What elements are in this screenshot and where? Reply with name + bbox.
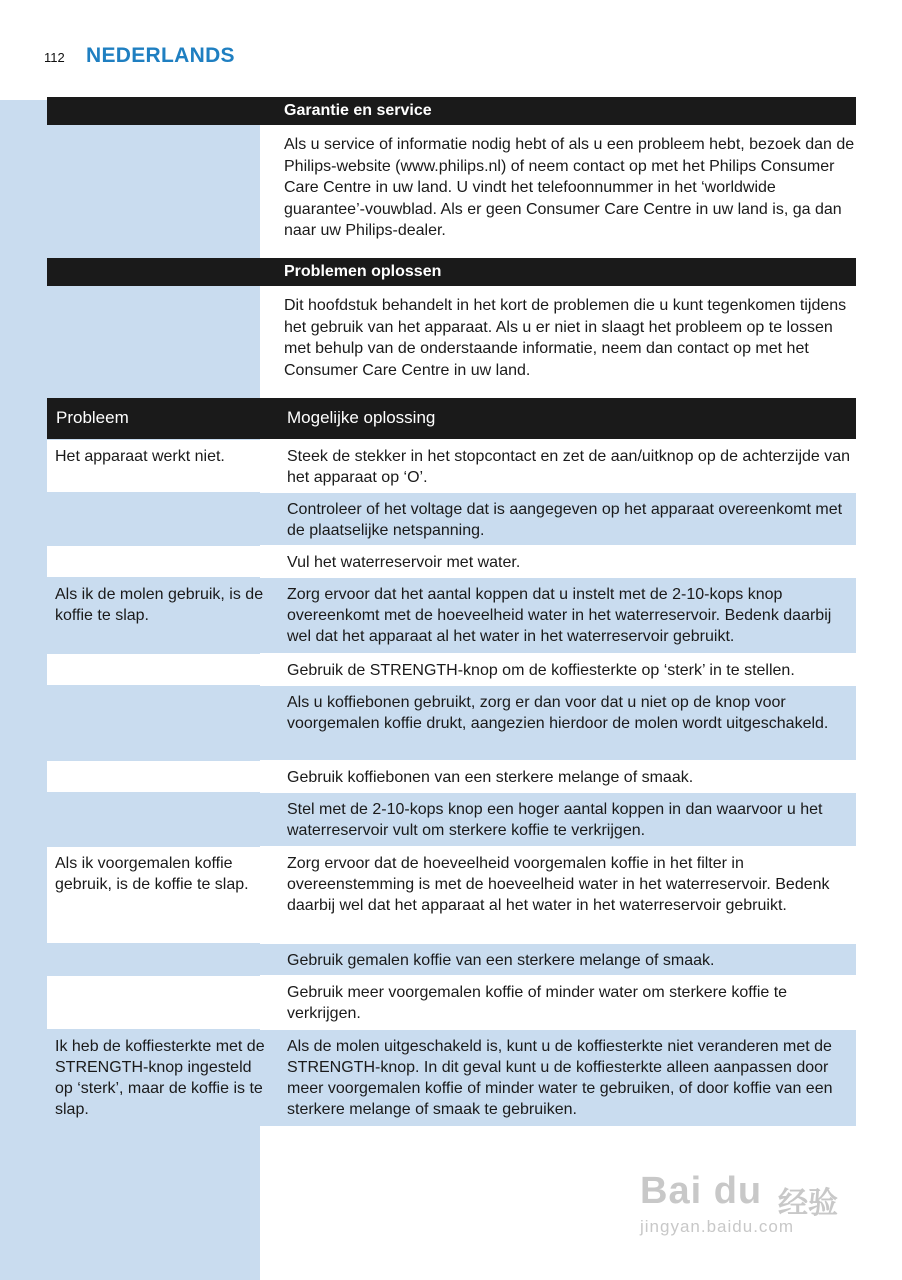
section-bar-garantie: [47, 97, 856, 125]
table-row: [47, 793, 856, 846]
table-header: [47, 398, 856, 439]
solution-cell: Gebruik meer voorgemalen koffie of minder water om sterkere koffie te verkrijgen.: [287, 984, 788, 1022]
solution-cell: Stel met de 2-10-kops knop een hoger aantal koppen in dan waarvoor u het waterreservoir vult om sterkere koffie te verkrijgen.: [287, 801, 823, 839]
table-row: [47, 493, 856, 545]
table-row: [47, 944, 856, 975]
solution-cell: Zorg ervoor dat het aantal koppen dat u instelt met de 2-10-kops knop overeenkomt met de hoeveelheid water in het waterreservoir. Bedenk daarbij wel dat het apparaat al het water in het waterreservoir gebruikt.: [287, 586, 832, 645]
table-row: [47, 546, 856, 577]
baidu-watermark: [640, 1150, 860, 1250]
table-row: [47, 847, 856, 943]
solution-cell: Als de molen uitgeschakeld is, kunt u de koffiesterkte niet veranderen met de STRENGTH-knop. In dit geval kunt u de koffiesterkte alleen aanpassen door meer voorgemalen koffie of minder water te gebruiken, of door koffie van een sterkere melange of smaak te gebruiken.: [287, 1038, 833, 1118]
solution-cell: Controleer of het voltage dat is aangegeven op het apparaat overeenkomt met de plaatselijke netspanning.: [287, 501, 843, 539]
table-row: [47, 578, 856, 653]
column-header-problem: Probleem: [56, 408, 129, 427]
solution-cell: Gebruik gemalen koffie van een sterkere melange of smaak.: [287, 952, 715, 969]
solution-cell: Als u koffiebonen gebruikt, zorg er dan voor dat u niet op de knop voor voorgemalen koffie drukt, aangezien hierdoor de molen wordt uitgeschakeld.: [287, 694, 829, 732]
solution-cell: Vul het waterreservoir met water.: [287, 554, 521, 571]
watermark-url: jingyan.baidu.com: [640, 1217, 795, 1236]
page-number: 112: [44, 50, 65, 65]
section-body-garantie: Als u service of informatie nodig hebt of als u een probleem hebt, bezoek dan de Philips-website (www.philips.nl) of neem contact op met het Philips Consumer Care Centre in uw land. U vindt het telefoonnummer in het ‘worldwide guarantee’-vouwblad. Als er geen Consumer Care Centre in uw land is, ga dan naar uw Philips-dealer.: [284, 136, 855, 239]
language-heading: NEDERLANDS: [86, 44, 235, 67]
watermark-logo: Bai du: [640, 1170, 763, 1212]
section-title: Garantie en service: [284, 102, 432, 119]
section-left-panel: [47, 286, 258, 398]
solution-cell: Zorg ervoor dat de hoeveelheid voorgemalen koffie in het filter in overeenstemming is met de hoeveelheid water in het waterreservoir. Bedenk daarbij wel dat het apparaat al het water in het waterreservoir gebruikt.: [287, 855, 830, 914]
column-header-solution: Mogelijke oplossing: [287, 408, 436, 427]
section-title: Problemen oplossen: [284, 263, 442, 280]
table-row: [47, 686, 856, 760]
solution-cell: Gebruik de STRENGTH-knop om de koffiesterkte op ‘sterk’ in te stellen.: [287, 662, 795, 679]
problem-cell: Ik heb de koffiesterkte met de STRENGTH-knop ingesteld op ‘sterk’, maar de koffie is te slap.: [55, 1038, 265, 1118]
problem-cell: Als ik voorgemalen koffie gebruik, is de koffie te slap.: [55, 855, 249, 893]
table-row: [47, 761, 856, 792]
table-row: [47, 654, 856, 685]
section-bar-problemen: [47, 258, 856, 286]
solution-cell: Steek de stekker in het stopcontact en zet de aan/uitknop op de achterzijde van het apparaat op ‘O’.: [287, 448, 851, 486]
problem-cell: Als ik de molen gebruik, is de koffie te slap.: [55, 586, 264, 624]
solution-cell: Gebruik koffiebonen van een sterkere melange of smaak.: [287, 769, 694, 786]
table-row: [47, 976, 856, 1029]
problem-cell: Het apparaat werkt niet.: [55, 448, 225, 465]
watermark-chinese: 经验: [778, 1187, 838, 1220]
section-left-panel: [47, 125, 258, 255]
table-row: [47, 1030, 856, 1126]
section-body-problemen: Dit hoofdstuk behandelt in het kort de problemen die u kunt tegenkomen tijdens het gebruik van het apparaat. Als u er niet in slaagt het probleem op te lossen met behulp van de onderstaande informatie, neem dan contact op met het Consumer Care Centre in uw land.: [284, 297, 847, 379]
table-row: [47, 440, 856, 492]
